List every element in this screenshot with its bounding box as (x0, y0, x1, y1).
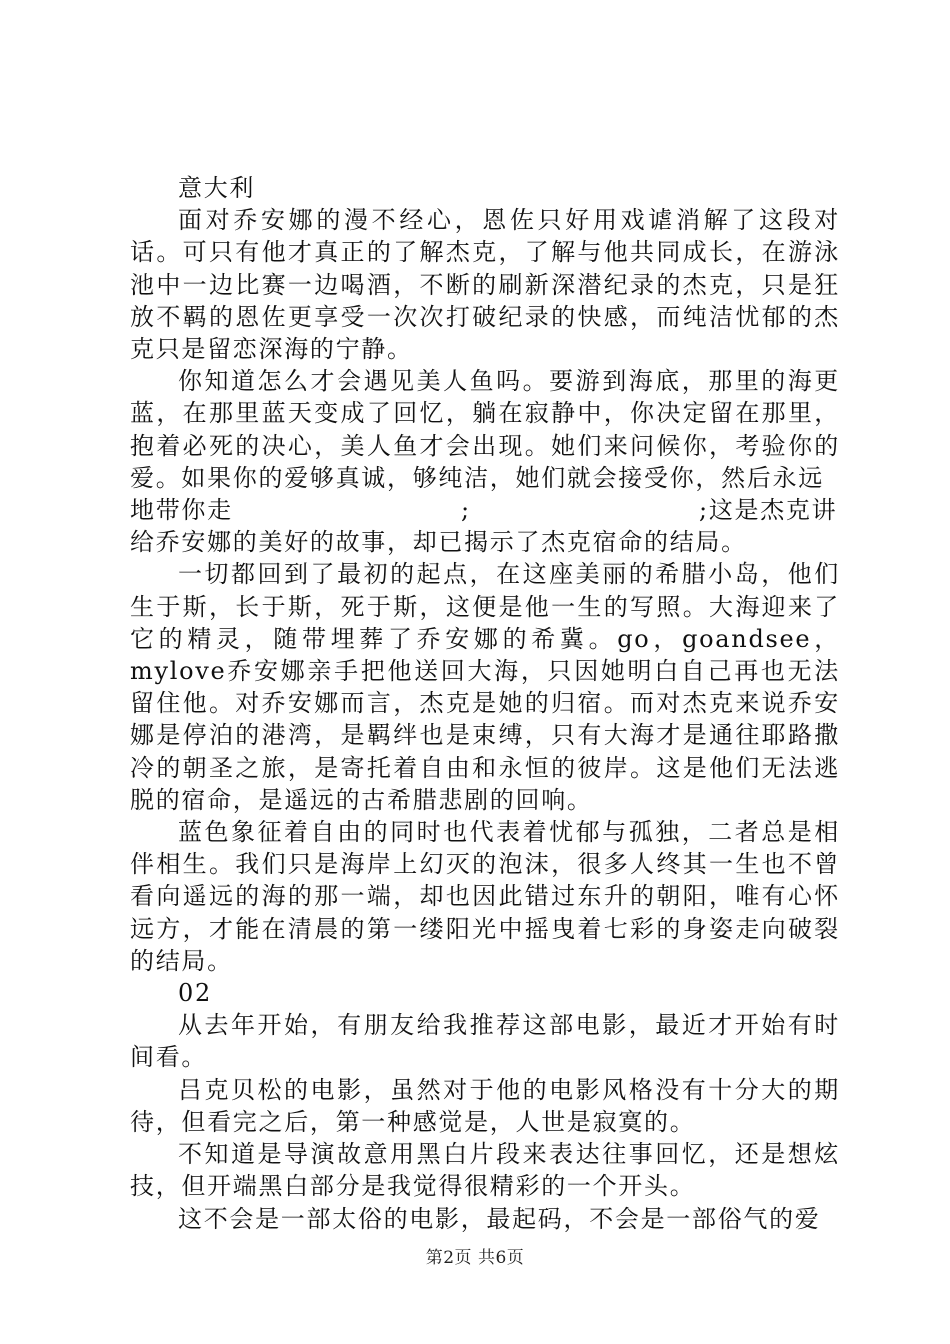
paragraph: 从去年开始，有朋友给我推荐这部电影，最近才开始有时间看。 (130, 1011, 840, 1072)
paragraph (130, 365, 840, 494)
paragraph: 一切都回到了最初的起点，在这座美丽的希腊小岛，他们生于斯，长于斯，死于斯，这便是他一生的写照。大海迎来了它的精灵，随带埋葬了乔安娜的希冀。go，goandsee，mylove乔安娜亲手把他送回大海，只因她明白自己再也无法留住他。对乔安娜而言，杰克是她的归宿。而对杰克来说乔安娜是停泊的港湾，是羁绊也是束缚，只有大海才是通往耶路撒冷的朝圣之旅，是寄托着自由和永恒的彼岸。这是他们无法逃脱的宿命，是遥远的古希腊悲剧的回响。 (130, 560, 840, 814)
gap-line (130, 494, 840, 558)
paragraph: 不知道是导演故意用黑白片段来表达往事回忆，还是想炫技，但开端黑白部分是我觉得很精彩的一个开头。 (130, 1140, 840, 1201)
paragraph: 蓝色象征着自由的同时也代表着忧郁与孤独，二者总是相伴相生。我们只是海岸上幻灭的泡沫，很多人终其一生也不曾看向遥远的海的那一端，却也因此错过东升的朝阳，唯有心怀远方，才能在清晨的第一缕阳光中摇曳着七彩的身姿走向破裂的结局。 (130, 818, 840, 975)
page-footer: 第2页 共6页 (425, 1248, 525, 1268)
heading-fragment: 意大利 (178, 174, 256, 202)
gap-line-start: 地带你走 (130, 496, 233, 525)
paragraph: 面对乔安娜的漫不经心，恩佐只好用戏谑消解了这段对话。可只有他才真正的了解杰克，了解与他共同成长，在游泳池中一边比赛一边喝酒，不断的刷新深潜纪录的杰克，只是狂放不羁的恩佐更享受一次次打破纪录的快感，而纯洁忧郁的杰克只是留恋深海的宁静。 (130, 206, 840, 364)
paragraph: 这不会是一部太俗的电影，最起码，不会是一部俗气的爱 (178, 1204, 821, 1233)
section-number: 02 (178, 979, 212, 1008)
paragraph-text: 你知道怎么才会遇见美人鱼吗。要游到海底，那里的海更蓝，在那里蓝天变成了回忆，躺在寂静中，你决定留在那里，抱着必死的决心，美人鱼才会出现。她们来问候你，考验你的爱。如果你的爱够真诚，够纯洁，她们就会接受你，然后永远 (130, 367, 840, 492)
document-body (130, 172, 840, 1235)
gap-separator-1: ; (461, 496, 471, 525)
paragraph: 吕克贝松的电影，虽然对于他的电影风格没有十分大的期待，但看完之后，第一种感觉是，人世是寂寞的。 (130, 1075, 840, 1136)
gap-line-end: 这是杰克讲 (708, 496, 838, 525)
gap-separator-2: ; (699, 496, 709, 525)
gap-continuation: 给乔安娜的美好的故事，却已揭示了杰克宿命的结局。 (130, 528, 747, 557)
